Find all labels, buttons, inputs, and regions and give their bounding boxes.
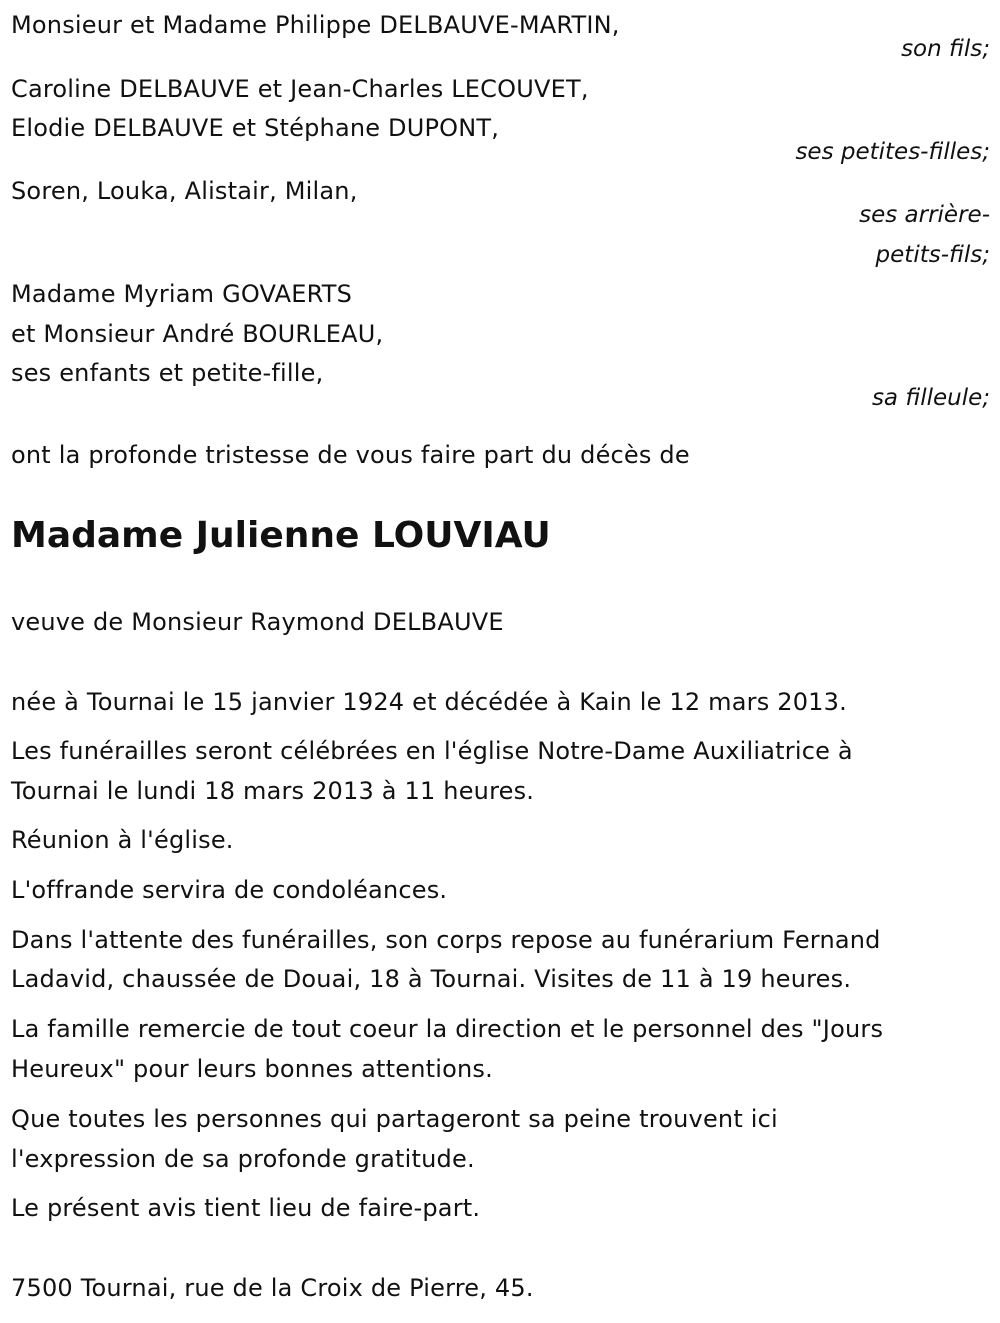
goddaughter-line-2: et Monsieur André BOURLEAU,: [11, 320, 384, 348]
thanks-line-2: Heureux" pour leurs bonnes attentions.: [11, 1055, 493, 1083]
meeting-text: Réunion à l'église.: [11, 826, 234, 854]
great-grandsons-role-1: ses arrière-: [859, 202, 990, 228]
gratitude-line-2: l'expression de sa profonde gratitude.: [11, 1145, 475, 1173]
granddaughters-role: ses petites-filles;: [795, 139, 990, 165]
goddaughter-line-3: ses enfants et petite-fille,: [11, 359, 324, 387]
funeral-home-line-2: Ladavid, chaussée de Douai, 18 à Tournai. Visites de 11 à 19 heures.: [11, 965, 852, 993]
great-grandsons-role-2: petits-fils;: [875, 242, 990, 268]
funeral-line-2: Tournai le lundi 18 mars 2013 à 11 heures.: [11, 777, 535, 805]
offering-text: L'offrande servira de condoléances.: [11, 876, 448, 904]
funeral-home-line-1: Dans l'attente des funérailles, son corps repose au funérarium Fernand: [11, 926, 881, 954]
deceased-name: Madame Julienne LOUVIAU: [11, 515, 551, 556]
goddaughter-line-1: Madame Myriam GOVAERTS: [11, 280, 353, 308]
son-role: son fils;: [901, 36, 990, 62]
gratitude-line-1: Que toutes les personnes qui partageront sa peine trouvent ici: [11, 1105, 778, 1133]
address-text: 7500 Tournai, rue de la Croix de Pierre, 45.: [11, 1274, 534, 1302]
great-grandsons-names: Soren, Louka, Alistair, Milan,: [11, 177, 358, 205]
notice-text: Le présent avis tient lieu de faire-part.: [11, 1194, 481, 1222]
goddaughter-role: sa filleule;: [871, 385, 990, 411]
widow-of: veuve de Monsieur Raymond DELBAUVE: [11, 608, 504, 636]
thanks-line-1: La famille remercie de tout coeur la direction et le personnel des "Jours: [11, 1015, 884, 1043]
birth-death: née à Tournai le 15 janvier 1924 et décédée à Kain le 12 mars 2013.: [11, 688, 847, 716]
announcement-text: ont la profonde tristesse de vous faire part du décès de: [11, 441, 690, 469]
son-names: Monsieur et Madame Philippe DELBAUVE-MARTIN,: [11, 11, 620, 39]
funeral-line-1: Les funérailles seront célébrées en l'église Notre-Dame Auxiliatrice à: [11, 737, 853, 765]
granddaughter-line-1: Caroline DELBAUVE et Jean-Charles LECOUVET,: [11, 75, 589, 103]
granddaughter-line-2: Elodie DELBAUVE et Stéphane DUPONT,: [11, 114, 500, 142]
